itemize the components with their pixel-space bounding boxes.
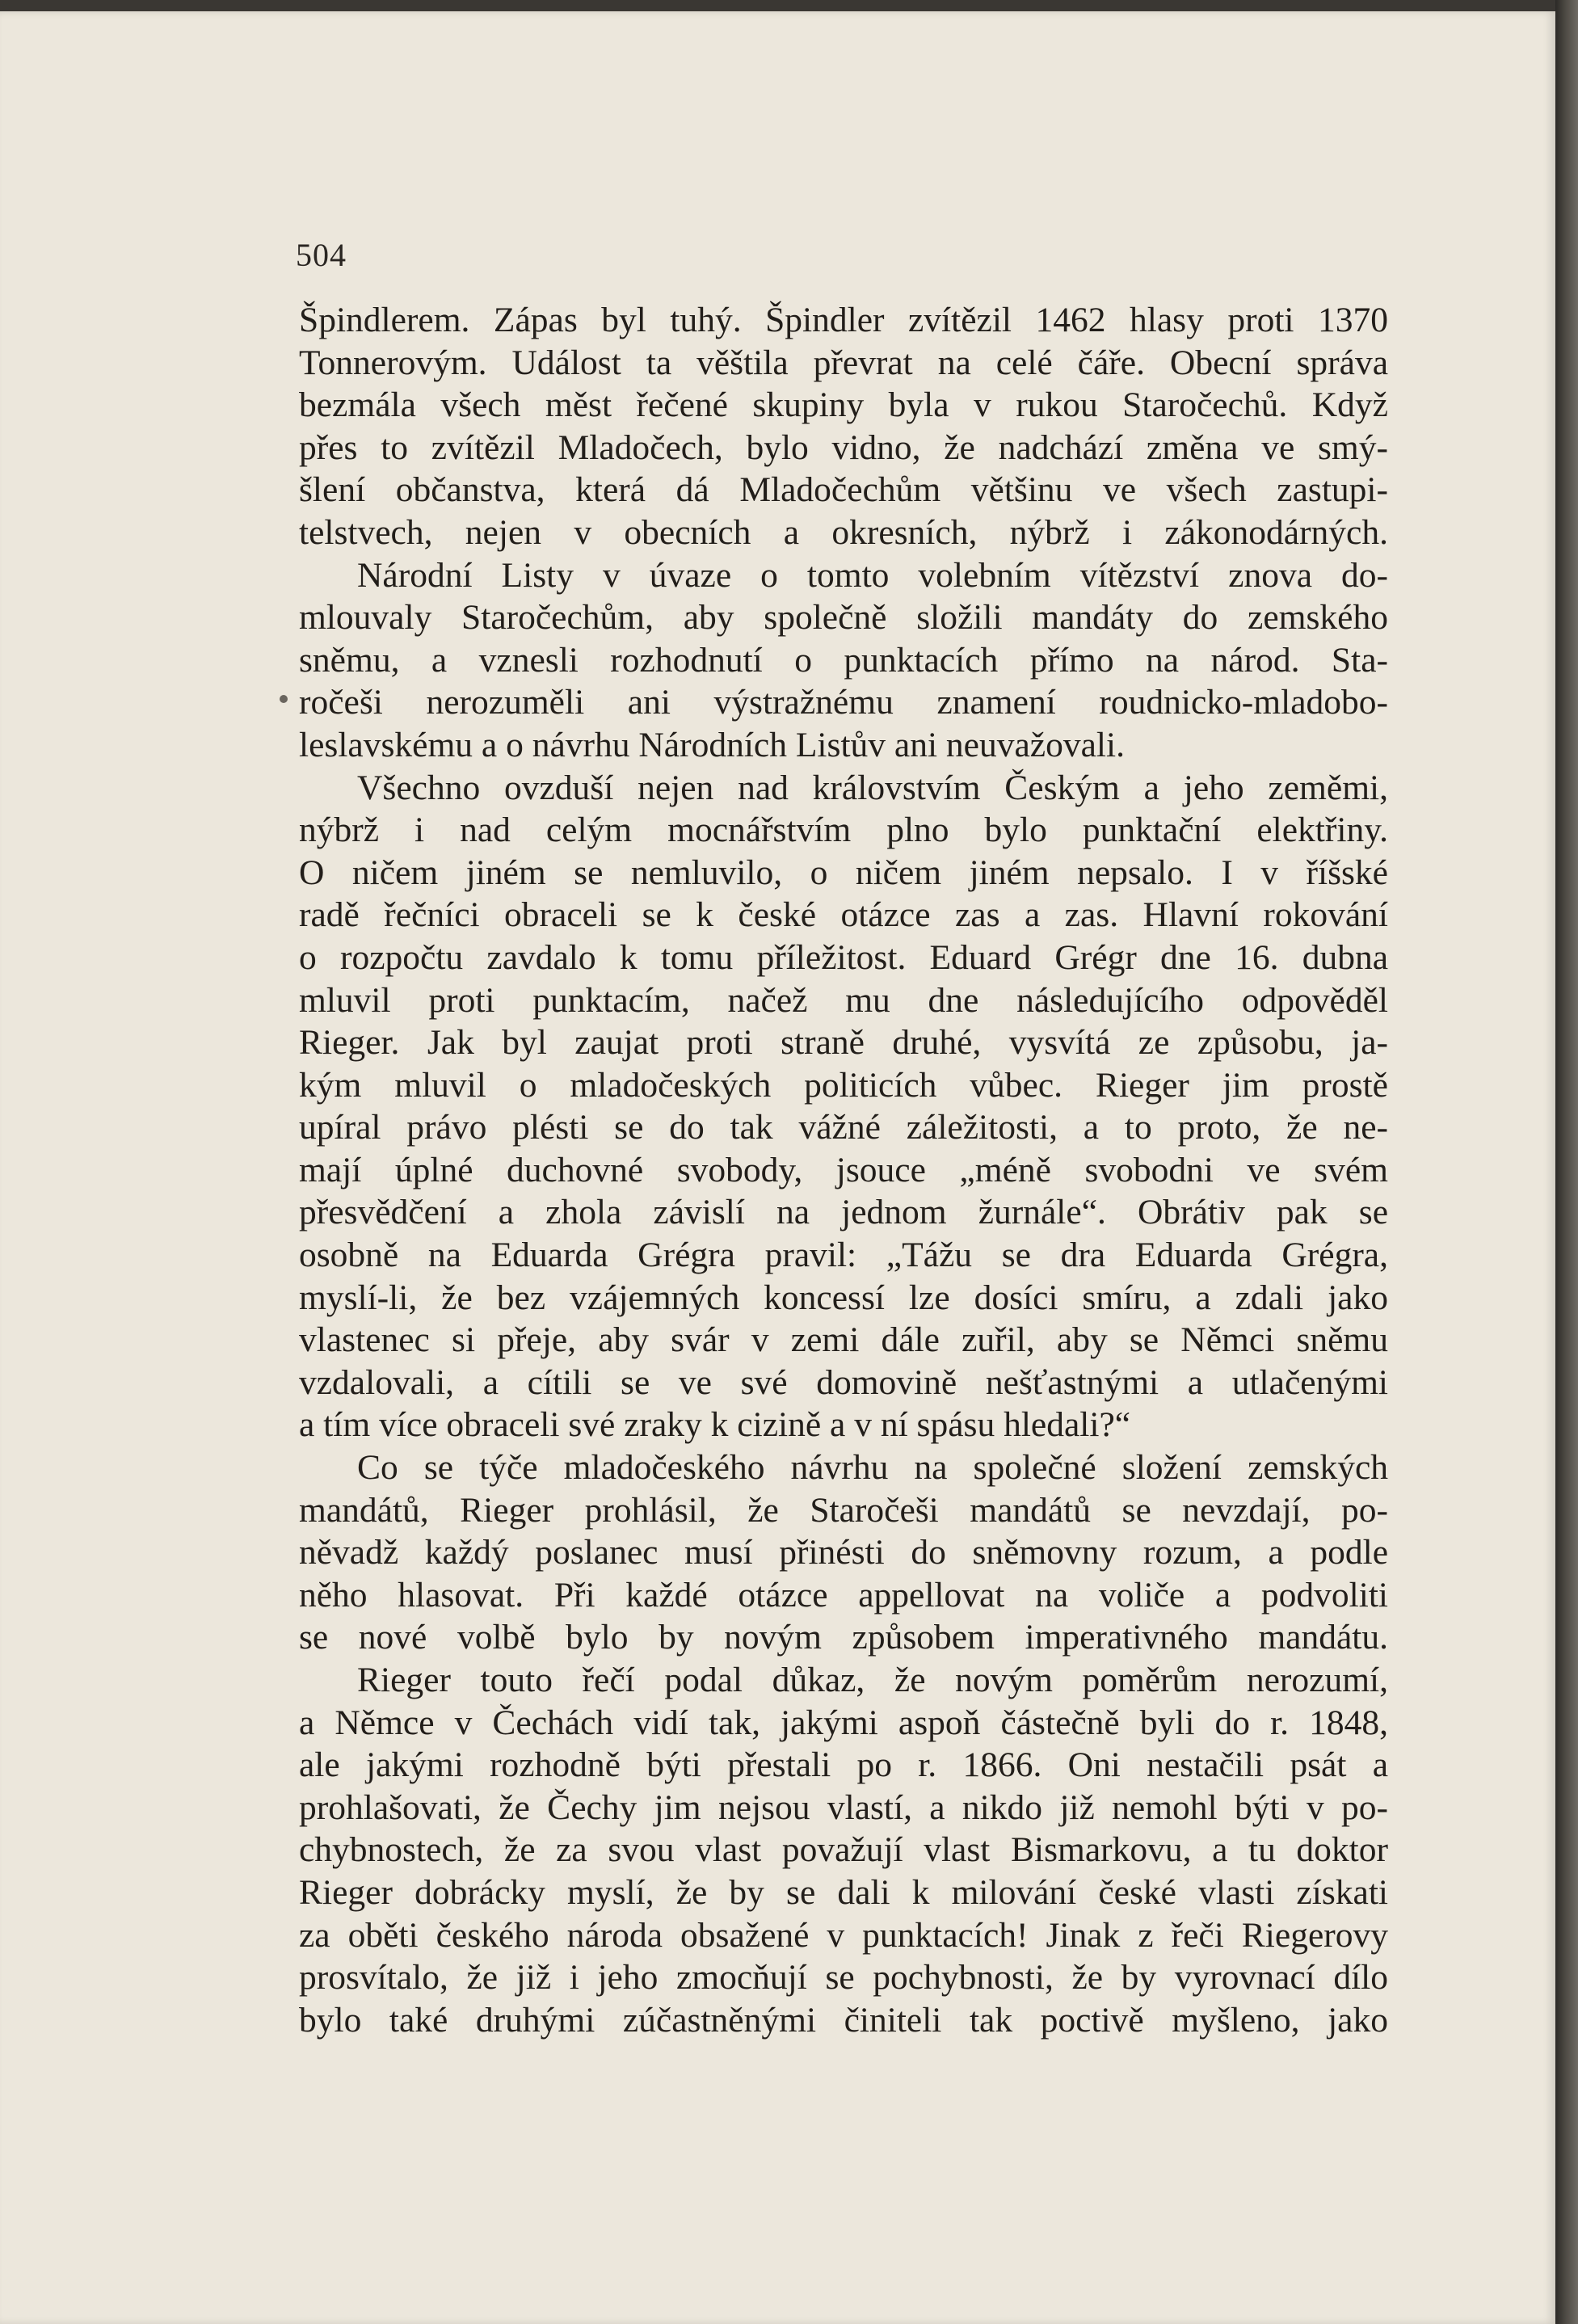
text-line: mluvil proti punktacím, načež mu dne následujícího odpověděl	[299, 980, 1388, 1020]
text-line: nýbrž i nad celým mocnářstvím plno bylo punktační elektřiny.	[299, 810, 1388, 850]
text-line: něho hlasovat. Při každé otázce appellovat na voliče a podvoliti	[299, 1575, 1388, 1615]
text-line: bezmála všech měst řečené skupiny byla v rukou Staročechů. Když	[299, 385, 1388, 425]
text-line: ročeši nerozuměli ani výstražnému znamení roudnicko-mladobo-	[299, 683, 1388, 722]
text-line: mají úplné duchovné svobody, jsouce „méně svobodni ve svém	[299, 1150, 1388, 1189]
text-line: osobně na Eduarda Grégra pravil: „Tážu se dra Eduarda Grégra,	[299, 1236, 1388, 1275]
text-line: prosvítalo, že již i jeho zmocňují se pochybnosti, že by vyrovnací dílo	[299, 1958, 1388, 1998]
text-line: sněmu, a vznesli rozhodnutí o punktacích přímo na národ. Sta-	[299, 640, 1388, 680]
text-line: telstvech, nejen v obecních a okresních, nýbrž i zákonodárných.	[299, 512, 1388, 552]
text-line: vlastenec si přeje, aby svár v zemi dále zuřil, aby se Němci sněmu	[299, 1320, 1388, 1360]
text-line: chybnostech, že za svou vlast považují vlast Bismarkovu, a tu doktor	[299, 1830, 1388, 1870]
text-line: se nové volbě bylo by novým způsobem imperativného mandátu.	[299, 1618, 1388, 1657]
text-line: prohlašovati, že Čechy jim nejsou vlastí, a nikdo již nemohl býti v po-	[299, 1787, 1388, 1827]
text-line: Rieger dobrácky myslí, že by se dali k milování české vlasti získati	[299, 1872, 1388, 1912]
text-line: Tonnerovým. Událost ta věštila převrat na celé čáře. Obecní správa	[299, 343, 1388, 382]
text-line: ale jakými rozhodně býti přestali po r. 1866. Oni nestačili psát a	[299, 1745, 1388, 1785]
text-line: něvadž každý poslanec musí přinésti do sněmovny rozum, a podle	[299, 1533, 1388, 1572]
text-line: kým mluvil o mladočeských politicích vůbec. Rieger jim prostě	[299, 1065, 1388, 1105]
text-line: myslí-li, že bez vzájemných koncessí lze dosíci smíru, a zdali jako	[299, 1278, 1388, 1317]
text-line: leslavskému a o návrhu Národních Listův ani neuvažovali.	[299, 725, 1125, 764]
page-number: 504	[296, 237, 347, 273]
text-line: mandátů, Rieger prohlásil, že Staročeši mandátů se nevzdají, po-	[299, 1490, 1388, 1530]
text-line: přes to zvítězil Mladočech, bylo vidno, že nadchází změna ve smý-	[299, 427, 1388, 467]
body-text	[299, 299, 1388, 2041]
text-line: O ničem jiném se nemluvilo, o ničem jiném nepsalo. I v říšské	[299, 853, 1388, 892]
text-line: Všechno ovzduší nejen nad královstvím Českým a jeho zeměmi,	[357, 768, 1388, 807]
text-line: šlení občanstva, která dá Mladočechům většinu ve všech zastupi-	[299, 470, 1388, 510]
text-line: mlouvaly Staročechům, aby společně složili mandáty do zemského	[299, 598, 1388, 638]
text-line: a tím více obraceli své zraky k cizině a v ní spásu hledali?“	[299, 1405, 1131, 1445]
text-line: vzdalovali, a cítili se ve své domovině nešťastnými a utlačenými	[299, 1362, 1388, 1402]
text-line: Národní Listy v úvaze o tomto volebním vítězství znova do-	[357, 555, 1388, 595]
text-line: o rozpočtu zavdalo k tomu příležitost. Eduard Grégr dne 16. dubna	[299, 937, 1388, 977]
text-line: za oběti českého národa obsažené v punktacích! Jinak z řeči Riegerovy	[299, 1915, 1388, 1955]
text-line: Rieger touto řečí podal důkaz, že novým poměrům nerozumí,	[357, 1661, 1388, 1699]
margin-dot-mark	[280, 695, 288, 703]
text-line: bylo také druhými zúčastněnými činiteli tak poctivě myšleno, jako	[299, 2000, 1388, 2040]
text-line: radě řečníci obraceli se k české otázce zas a zas. Hlavní rokování	[299, 895, 1388, 935]
text-line: Rieger. Jak byl zaujat proti straně druhé, vysvítá ze způsobu, ja-	[299, 1023, 1388, 1063]
text-line: a Němce v Čechách vidí tak, jakými aspoň částečně byli do r. 1848,	[299, 1703, 1388, 1742]
text-line: upíral právo plésti se do tak vážné záležitosti, a to proto, že ne-	[299, 1108, 1388, 1147]
page-binding-edge	[1555, 0, 1578, 2324]
text-line: Špindlerem. Zápas byl tuhý. Špindler zvítězil 1462 hlasy proti 1370	[299, 301, 1388, 339]
text-line: Co se týče mladočeského návrhu na společné složení zemských	[357, 1448, 1388, 1488]
text-line: přesvědčení a zhola závislí na jednom žurnále“. Obrátiv pak se	[299, 1193, 1388, 1232]
